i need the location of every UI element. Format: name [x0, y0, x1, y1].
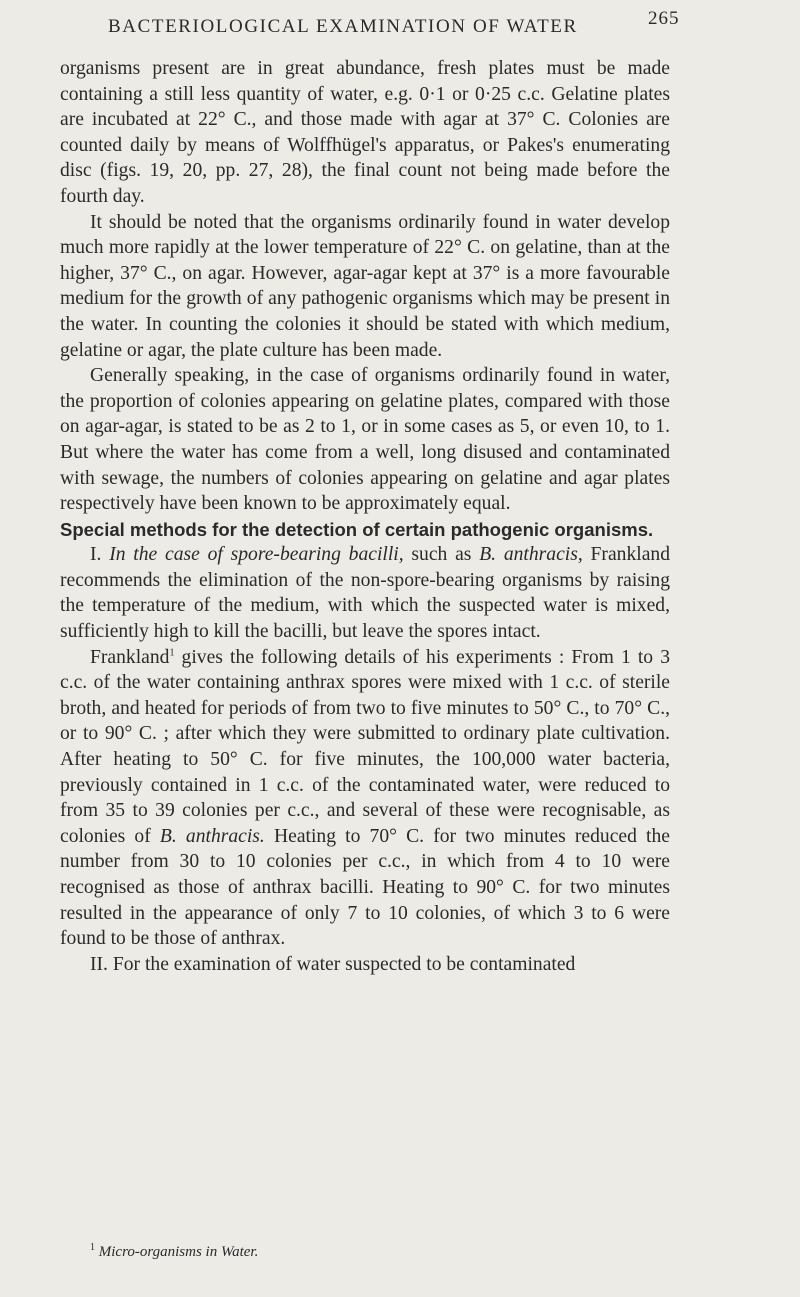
section-heading: Special methods for the detection of certain pathogenic organisms.	[60, 518, 654, 540]
footnote-mark: 1	[90, 1242, 95, 1253]
footnote-text: Micro-organisms in Water.	[98, 1244, 259, 1260]
author-name: Frankland	[90, 646, 170, 668]
paragraph-colony-ratio: Generally speaking, in the case of organisms ordinarily found in water, the proportion of colonies appearing on gelatine plates, compared with those on agar-agar, is stated to be as 2 to 1, or in some cases as 5, or even 10, to 1. But where the water has come from a well, long disused and contaminated with sewage, the numbers of colonies appearing on gelatine and agar plates respectively have been known to be approximately equal.	[60, 365, 670, 515]
running-header: BACTERIOLOGICAL EXAMINATION OF WATER	[108, 16, 578, 37]
body-text	[60, 56, 670, 977]
species-name: B. anthracis,	[479, 544, 583, 566]
paragraph-continued: organisms present are in great abundance, fresh plates must be made containing a still less quantity of water, e.g. 0·1 or 0·25 c.c. Gelatine plates are incubated at 22° C., and those made with agar at 37° C. Colonies are counted daily by means of Wolffhügel's apparatus, or Pakes's enumerating disc (figs. 19, 20, pp. 27, 28), the final count not being made before the fourth day.	[60, 58, 670, 207]
text-run: such as	[403, 544, 480, 566]
page-number: 265	[648, 8, 680, 29]
footnote-reference: 1	[169, 647, 175, 659]
italic-phrase: In the case of spore-bearing bacilli,	[109, 544, 404, 566]
text-run: gives the following details of his experiments : From 1 to 3 c.c. of the water containing anthrax spores were mixed with 1 c.c. of sterile broth, and heated for periods of from two to five minutes to 50° C., to 70° C., or to 90° C. ; after which they were submitted to ordinary plate cultivation. After heating to 50° C. for five minutes, the 100,000 water bacteria, previously contained in 1 c.c. of the contaminated water, were reduced to from 35 to 39 colonies per c.c., and several of these were recognisable, as colonies of	[60, 646, 670, 847]
paragraph-spore-bearing	[60, 542, 670, 644]
paragraph-frankland-experiments	[60, 645, 670, 952]
text-run: Frankland recommends the elimination of the non-spore-bearing organisms by raising the temperature of the medium, with which the suspected water is mixed, sufficiently high to kill the bacilli, but leave the spores intact.	[60, 544, 670, 643]
paragraph-temperature: It should be noted that the organisms ordinarily found in water develop much more rapidly at the lower temperature of 22° C. on gelatine, than at the higher, 37° C., on agar. However, agar-agar kept at 37° is a more favourable medium for the growth of any pathogenic organisms which may be present in the water. In counting the colonies it should be stated with which medium, gelatine or agar, the plate culture has been made.	[60, 211, 670, 361]
paragraph-section-ii: II. For the examination of water suspected to be contaminated	[90, 953, 576, 975]
footnote	[60, 1244, 670, 1261]
species-name: B. anthracis.	[159, 825, 265, 847]
text-run: Heating to 70° C. for two minutes reduced the number from 30 to 10 colonies per c.c., in which from 4 to 10 were recognised as those of anthrax bacilli. Heating to 90° C. for two minutes resulted in the appearance of only 7 to 10 colonies, of which 3 to 6 were found to be those of anthrax.	[60, 825, 670, 950]
list-numeral: I.	[90, 544, 110, 566]
